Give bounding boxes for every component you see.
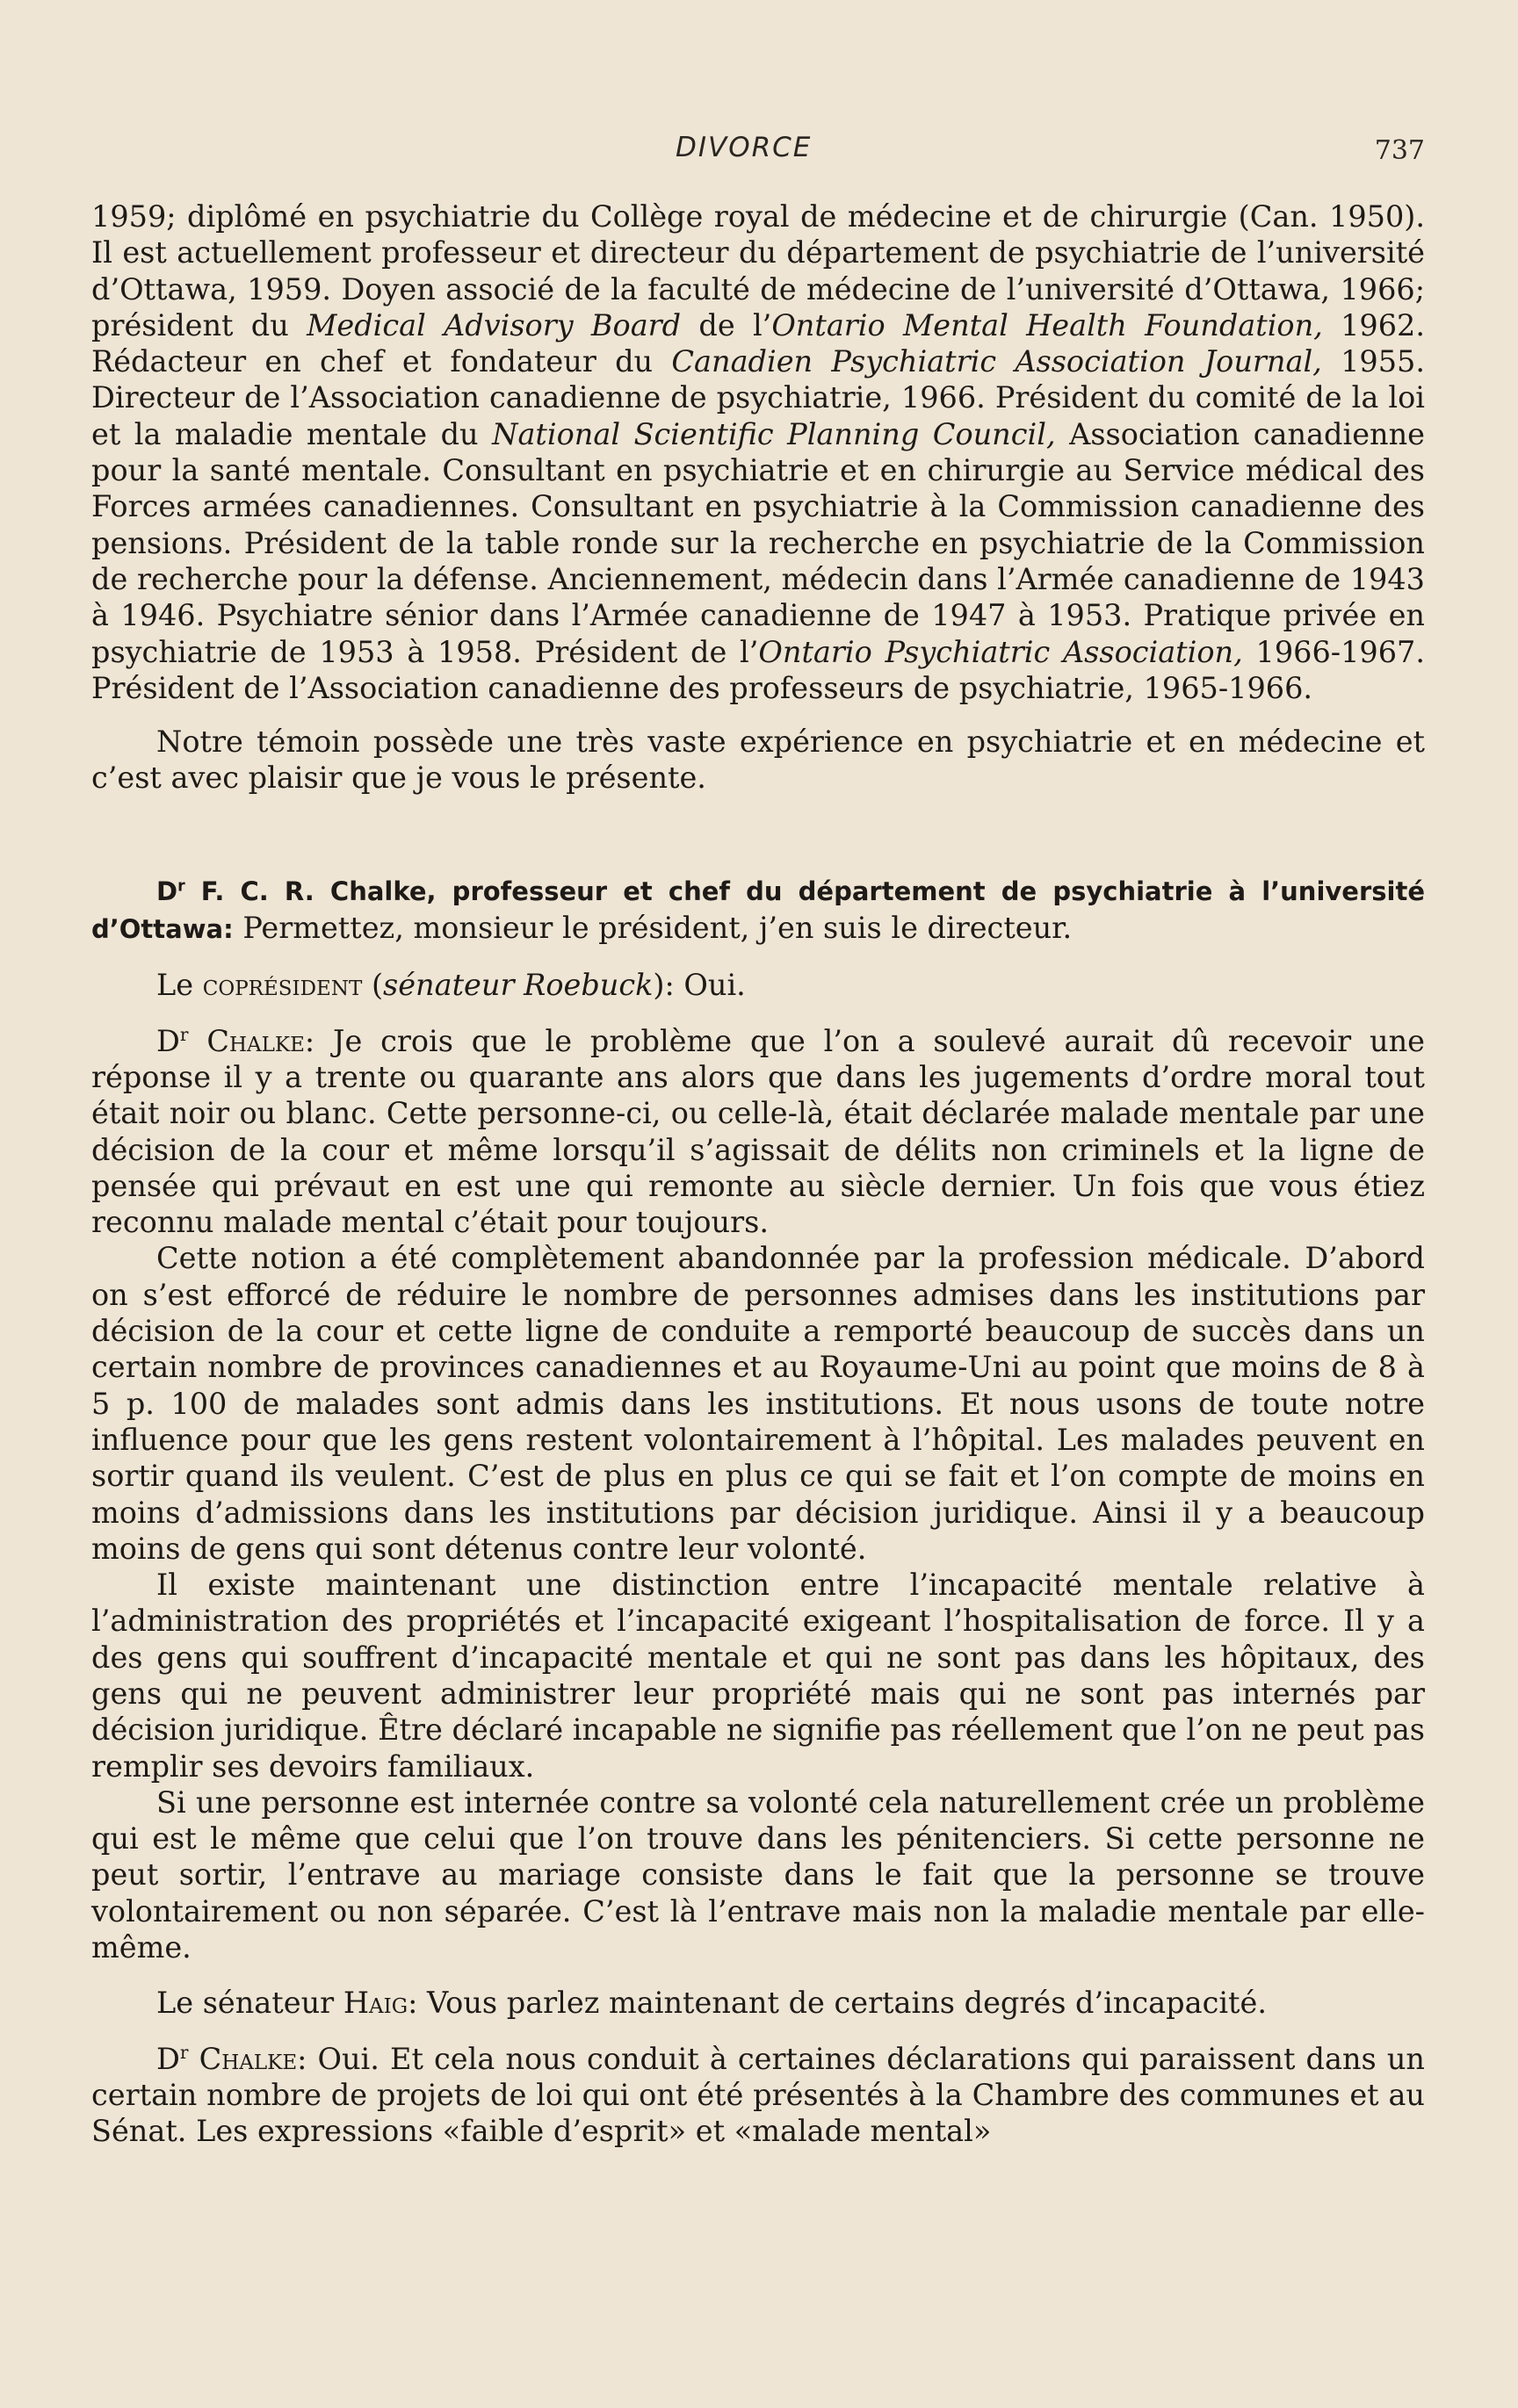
speaker-name: Chalke bbox=[188, 2041, 298, 2076]
speech-text: : Je crois que le problème que l’on a soulevé aurait dû recevoir une réponse il y a trente ou quarante ans alors que dans les jugements d’ordre moral tout était noir ou blanc. Cette personne-ci, ou celle-là, était déclarée malade mentale par une décision de la cour et même lorsqu’il s’agissait de délits non criminels et la ligne de pensée qui prévaut en est une qui remonte au siècle dernier. Un fois que vous étiez reconnu malade mental c’était pour toujours. bbox=[91, 1023, 1425, 1240]
text-run: de l’ bbox=[681, 307, 772, 342]
paragraph-notion: Cette notion a été complètement abandonnée par la profession médicale. D’abord on s’est efforcé de réduire le nombre de personnes admises dans les institutions par décision de la cour et cette ligne de conduite a remporté beaucoup de succès dans un certain nombre de provinces canadiennes et au Royaume-Uni au point que moins de 8 à 5 p. 100 de malades sont admis dans les institutions. Et nous usons de toute notre influence pour que les gens restent volontairement à l’hôpital. Les malades peuvent en sortir quand ils veulent. C’est de plus en plus ce qui se fait et l’on compte de moins en moins d’admissions dans les institutions par décision juridique. Ainsi il y a beaucoup moins de gens qui sont détenus contre leur volonté. bbox=[91, 1241, 1425, 1566]
speaker-name: Haig bbox=[343, 1986, 408, 2021]
running-title: DIVORCE bbox=[676, 132, 813, 163]
text-run: Le bbox=[156, 968, 203, 1003]
text-run: 1959; diplômé en psychiatrie du Collège royal de médecine et de chirurgie (Can. 1950). Il est actuellement professeur et directeur du département de psychiatrie de l’université d’Ottawa, 1959. Doyen associé de la faculté de médecine de l’université d’Ottawa, 1966; président du bbox=[91, 199, 1425, 342]
speaker-role: coprésident bbox=[202, 968, 363, 1003]
paragraph-cochair bbox=[91, 967, 1425, 1003]
italic-title: Ontario Psychiatric Association, bbox=[758, 634, 1243, 669]
speech-text: : Vous parlez maintenant de certains degrés d’incapacité. bbox=[408, 1986, 1267, 2021]
paragraph-witness-intro bbox=[91, 872, 1425, 948]
paragraph-chalke-reply bbox=[91, 2041, 1425, 2150]
text-run: 1966-1967. Président de l’Association canadienne des professeurs de psychiatrie, 1965-1966. bbox=[91, 634, 1425, 705]
dr-abbrev: D bbox=[156, 876, 178, 906]
dr-superscript: r bbox=[179, 1023, 189, 1045]
text-run: ): Oui. bbox=[653, 968, 746, 1003]
speech-text: : Oui. Et cela nous conduit à certaines déclarations qui paraissent dans un certain nombre de projets de loi qui ont été présentés à la Chambre des communes et au Sénat. Les expressions «faible d’esprit» et «malade mental» bbox=[91, 2041, 1425, 2149]
text-run: Le sénateur bbox=[156, 1986, 343, 2021]
text-run: 1955. Directeur de l’Association canadienne de psychiatrie, 1966. Président du comité de la loi et la maladie mentale du bbox=[91, 344, 1426, 451]
italic-title: Ontario Mental Health Foundation, bbox=[771, 307, 1323, 342]
speaker-name: Chalke bbox=[188, 1023, 305, 1058]
italic-title: Canadien Psychiatric Association Journal, bbox=[671, 344, 1322, 379]
page-header bbox=[91, 132, 1425, 176]
paragraph-haig bbox=[91, 1985, 1425, 2021]
dr-superscript: r bbox=[177, 877, 185, 896]
speaker-description: F. C. R. Chalke, professeur et chef du département de psychiatrie à l’université d’Ottawa: bbox=[91, 876, 1425, 945]
text-run: ( bbox=[362, 968, 384, 1003]
paragraph-internment: Si une personne est internée contre sa volonté cela naturellement crée un problème qui est le même que celui que l’on trouve dans les pénitenciers. Si cette personne ne peut sortir, l’entrave au mariage consiste dans le fait que la personne se trouve volontairement ou non séparée. C’est là l’entrave mais non la maladie mentale par elle-même. bbox=[91, 1784, 1425, 1965]
paragraph-chalke-answer bbox=[91, 1023, 1425, 1241]
dr-abbrev: D bbox=[156, 2041, 180, 2076]
text-run: Association canadienne pour la santé mentale. Consultant en psychiatrie et en chirurgie au Service médical des Forces armées canadiennes. Consultant en psychiatrie à la Commission canadienne des pensions. Président de la table ronde sur la recherche en psychiatrie de la Commission de recherche pour la défense. Anciennement, médecin dans l’Armée canadienne de 1943 à 1946. Psychiatre sénior dans l’Armée canadienne de 1947 à 1953. Pratique privée en psychiatrie de 1953 à 1958. Président de l’ bbox=[91, 416, 1425, 669]
body-text bbox=[91, 198, 1425, 2150]
paragraph-introduction: Notre témoin possède une très vaste expérience en psychiatrie et en médecine et c’est avec plaisir que je vous le présente. bbox=[91, 725, 1425, 796]
italic-title: National Scientific Planning Council, bbox=[492, 416, 1056, 451]
dr-superscript: r bbox=[179, 2041, 189, 2063]
page-number: 737 bbox=[1374, 135, 1425, 166]
speech-text: Permettez, monsieur le président, j’en suis le directeur. bbox=[233, 911, 1073, 946]
paragraph-distinction: Il existe maintenant une distinction entre l’incapacité mentale relative à l’administration des propriétés et l’incapacité exigeant l’hospitalisation de force. Il y a des gens qui souffrent d’incapacité mentale et qui ne sont pas dans les hôpitaux, des gens qui ne peuvent administrer leur propriété mais qui ne sont pas internés par décision juridique. Être déclaré incapable ne signifie pas réellement que l’on ne peut pas remplir ses devoirs familiaux. bbox=[91, 1568, 1425, 1784]
paragraph-biography bbox=[91, 198, 1425, 706]
document-page bbox=[91, 0, 1425, 2408]
italic-title: Medical Advisory Board bbox=[307, 307, 682, 342]
dr-abbrev: D bbox=[156, 1023, 180, 1058]
speaker-name: sénateur Roebuck bbox=[383, 968, 654, 1003]
text-run: 1962. Rédacteur en chef et fondateur du bbox=[91, 307, 1425, 379]
